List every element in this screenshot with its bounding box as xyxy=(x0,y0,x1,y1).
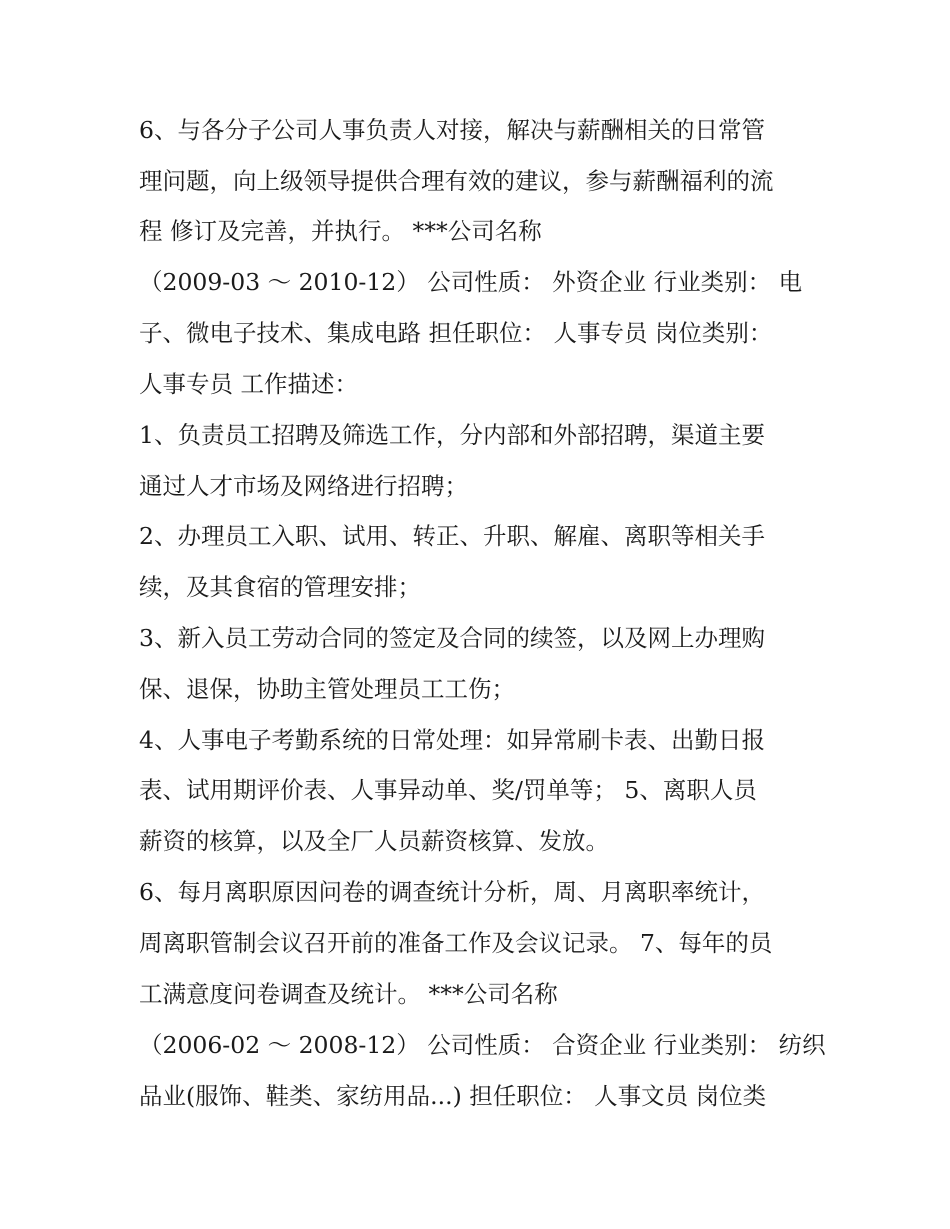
text-line: （2006-02 ～ 2008-12） 公司性质： 合资企业 行业类别： 纺织 xyxy=(139,1031,826,1059)
text-line: 续，及其食宿的管理安排； xyxy=(139,573,421,601)
text-line: 程 修订及完善，并执行。 ***公司名称 xyxy=(139,217,542,245)
text-line: 子、微电子技术、集成电路 担任职位： 人事专员 岗位类别： xyxy=(139,319,773,347)
text-line: 保、退保，协助主管处理员工工伤； xyxy=(139,675,515,703)
text-line: 6、与各分子公司人事负责人对接，解决与薪酬相关的日常管 xyxy=(139,116,765,144)
text-line: 周离职管制会议召开前的准备工作及会议记录。 7、每年的员 xyxy=(139,929,773,957)
text-line: 2、办理员工入职、试用、转正、升职、解雇、离职等相关手 xyxy=(139,522,765,550)
text-line: 品业(服饰、鞋类、家纺用品...) 担任职位： 人事文员 岗位类 xyxy=(139,1082,767,1110)
text-line: 工满意度问卷调查及统计。 ***公司名称 xyxy=(139,980,558,1008)
text-line: 通过人才市场及网络进行招聘； xyxy=(139,472,468,500)
text-line: 理问题，向上级领导提供合理有效的建议，参与薪酬福利的流 xyxy=(139,167,774,195)
text-line: 3、新入员工劳动合同的签定及合同的续签，以及网上办理购 xyxy=(139,624,765,652)
text-line: 6、每月离职原因问卷的调查统计分析，周、月离职率统计， xyxy=(139,878,765,906)
text-line: 4、人事电子考勤系统的日常处理：如异常刷卡表、出勤日报 xyxy=(139,726,765,754)
text-line: 1、负责员工招聘及筛选工作，分内部和外部招聘，渠道主要 xyxy=(139,421,765,449)
text-line: 表、试用期评价表、人事异动单、奖/罚单等； 5、离职人员 xyxy=(139,776,757,804)
text-line: 人事专员 工作描述： xyxy=(139,370,358,398)
text-line: 薪资的核算，以及全厂人员薪资核算、发放。 xyxy=(139,827,609,855)
text-line: （2009-03 ～ 2010-12） 公司性质： 外资企业 行业类别： 电 xyxy=(139,268,803,296)
